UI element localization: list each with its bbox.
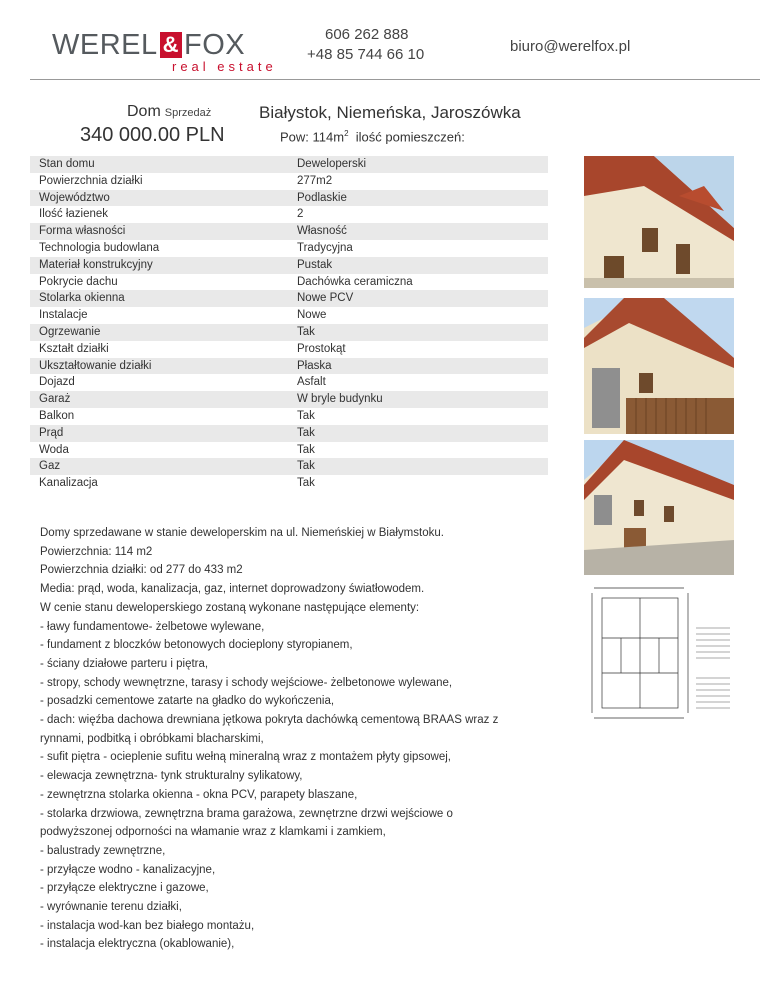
- parameter-value: Tak: [297, 460, 315, 473]
- parameter-name: Technologia budowlana: [39, 241, 160, 254]
- parameter-name: Materiał konstrukcyjny: [39, 258, 153, 271]
- house-photo-1: [584, 156, 734, 288]
- logo-ampersand: &: [160, 32, 182, 58]
- description-line: W cenie stanu deweloperskiego zostaną wykonane następujące elementy:: [40, 601, 420, 614]
- parameter-row: [30, 274, 548, 291]
- parameter-value: Dachówka ceramiczna: [297, 275, 413, 288]
- parameter-row: [30, 408, 548, 425]
- deal-type: Sprzedaż: [164, 107, 212, 119]
- description-line: - dach: więźba dachowa drewniana jętkowa pokryta dachówką cementową BRAAS wraz z: [40, 714, 499, 727]
- parameter-row: [30, 458, 548, 475]
- description-line: Powierzchnia działki: od 277 do 433 m2: [40, 564, 243, 577]
- parameter-name: Województwo: [39, 191, 110, 204]
- parameter-value: Tak: [297, 443, 315, 456]
- property-type-label: Dom: [127, 103, 161, 120]
- parameter-name: Stolarka okienna: [39, 292, 125, 305]
- parameter-name: Ukształtowanie działki: [39, 359, 152, 372]
- parameter-row: [30, 290, 548, 307]
- logo-wordmark: [52, 30, 282, 60]
- description-line: - sufit piętra - ocieplenie sufitu wełną mineralną wraz z montażem płyty gipsowej,: [40, 751, 451, 764]
- parameter-name: Woda: [39, 443, 69, 456]
- header-divider: [30, 79, 760, 80]
- parameter-value: Tradycyjna: [297, 241, 353, 254]
- phone-landline[interactable]: +48 85 744 66 10: [307, 46, 425, 63]
- description-line: - instalacja wod-kan bez białego montażu,: [40, 919, 255, 932]
- description-line: Media: prąd, woda, kanalizacja, gaz, internet doprowadzony światłowodem.: [40, 583, 425, 596]
- parameter-value: Tak: [297, 325, 315, 338]
- company-logo: [52, 30, 282, 76]
- parameter-row: [30, 391, 548, 408]
- parameter-value: 2: [297, 208, 304, 221]
- parameter-value: Nowe PCV: [297, 292, 354, 305]
- parameter-value: Tak: [297, 426, 315, 439]
- rooms-label: ilość pomieszczeń:: [355, 129, 465, 145]
- parameter-name: Powierzchnia działki: [39, 174, 143, 187]
- parameter-value: Pustak: [297, 258, 333, 271]
- parameter-value: 277m2: [297, 174, 333, 187]
- parameter-value: Deweloperski: [297, 158, 367, 170]
- description-line: - wyrównanie terenu działki,: [40, 901, 182, 914]
- parameter-name: Kształt działki: [39, 342, 109, 355]
- parameter-value: Własność: [297, 225, 347, 238]
- description-line: - balustrady zewnętrzne,: [40, 844, 166, 857]
- house-photo-2-graphic: [584, 298, 734, 434]
- property-type: [127, 103, 211, 121]
- description-line: - posadzki cementowe zatarte na gładko do wykończenia,: [40, 695, 335, 708]
- description-line: - elewacja zewnętrzna- tynk strukturalny sylikatowy,: [40, 770, 303, 783]
- parameter-row: [30, 442, 548, 459]
- parameter-row: [30, 240, 548, 257]
- property-location: Białystok, Niemeńska, Jaroszówka: [259, 103, 521, 122]
- house-photo-1-graphic: [584, 156, 734, 288]
- parameter-value: Płaska: [297, 359, 332, 372]
- house-photo-3: [584, 440, 734, 575]
- parameter-row: [30, 223, 548, 240]
- parameter-name: Stan domu: [39, 158, 95, 170]
- parameter-row: [30, 190, 548, 207]
- parameter-value: Asfalt: [297, 376, 326, 389]
- area-unit-sup: 2: [344, 129, 349, 138]
- parameter-value: Podlaskie: [297, 191, 347, 204]
- parameter-row: [30, 341, 548, 358]
- property-area: [280, 129, 465, 144]
- description-line: Domy sprzedawane w stanie deweloperskim na ul. Niemeńskiej w Białymstoku.: [40, 527, 444, 539]
- parameter-value: Tak: [297, 409, 315, 422]
- parameter-row: [30, 324, 548, 341]
- parameter-name: Kanalizacja: [39, 477, 98, 490]
- parameter-name: Balkon: [39, 409, 75, 422]
- parameter-value: Nowe: [297, 309, 327, 322]
- parameter-value: Prostokąt: [297, 342, 346, 355]
- contact-email[interactable]: biuro@werelfox.pl: [510, 38, 631, 55]
- description-line: - ławy fundamentowe- żelbetowe wylewane,: [40, 620, 265, 633]
- phone-mobile[interactable]: 606 262 888: [325, 26, 409, 43]
- logo-tagline: real estate: [172, 59, 277, 74]
- parameter-name: Forma własności: [39, 225, 126, 238]
- parameter-row: [30, 173, 548, 190]
- parameter-name: Prąd: [39, 426, 64, 439]
- parameters-table: [30, 156, 548, 492]
- parameter-name: Ogrzewanie: [39, 325, 101, 338]
- description-line: - instalacja elektryczna (okablowanie),: [40, 938, 235, 951]
- parameter-name: Garaż: [39, 393, 71, 406]
- parameter-name: Ilość łazienek: [39, 208, 109, 221]
- parameter-row: [30, 358, 548, 375]
- logo-word-fox: FOX: [184, 29, 246, 61]
- description-line: - ściany działowe parteru i piętra,: [40, 657, 209, 670]
- parameter-value: Tak: [297, 477, 315, 490]
- logo-word-werel: WEREL: [52, 29, 158, 61]
- parameter-name: Gaz: [39, 460, 61, 473]
- property-price: 340 000.00 PLN: [80, 124, 225, 146]
- description-line: - stropy, schody wewnętrzne, tarasy i schody wejściowe- żelbetonowe wylewane,: [40, 676, 453, 689]
- parameter-value: W bryle budynku: [297, 393, 383, 406]
- description-line: - przyłącze wodno - kanalizacyjne,: [40, 863, 216, 876]
- description-line: - przyłącze elektryczne i gazowe,: [40, 882, 209, 895]
- floor-plan-image: [584, 578, 734, 740]
- parameter-name: Pokrycie dachu: [39, 275, 118, 288]
- house-photo-2: [584, 298, 734, 434]
- parameter-row: [30, 374, 548, 391]
- description-line: - zewnętrzna stolarka okienna - okna PCV, parapety blaszane,: [40, 788, 358, 801]
- floor-plan-graphic: [584, 578, 734, 740]
- parameter-row: [30, 475, 548, 492]
- description-line: - fundament z bloczków betonowych docieplony styropianem,: [40, 639, 353, 652]
- description-line: podwyższonej odporności na włamanie wraz z klamkami i zamkiem,: [40, 826, 386, 839]
- property-description: [40, 524, 540, 954]
- area-label: Pow: 114m: [280, 129, 345, 145]
- parameter-row: [30, 257, 548, 274]
- house-photo-3-graphic: [584, 440, 734, 575]
- description-line: - stolarka drzwiowa, zewnętrzna brama garażowa, zewnętrzne drzwi wejściowe o: [40, 807, 453, 820]
- parameter-row: [30, 307, 548, 324]
- description-line: rynnami, podbitką i obróbkami blacharskimi,: [40, 732, 264, 745]
- parameter-row: [30, 156, 548, 173]
- parameter-name: Dojazd: [39, 376, 75, 389]
- parameter-name: Instalacje: [39, 309, 88, 322]
- parameter-row: [30, 206, 548, 223]
- parameter-row: [30, 425, 548, 442]
- description-line: Powierzchnia: 114 m2: [40, 545, 153, 558]
